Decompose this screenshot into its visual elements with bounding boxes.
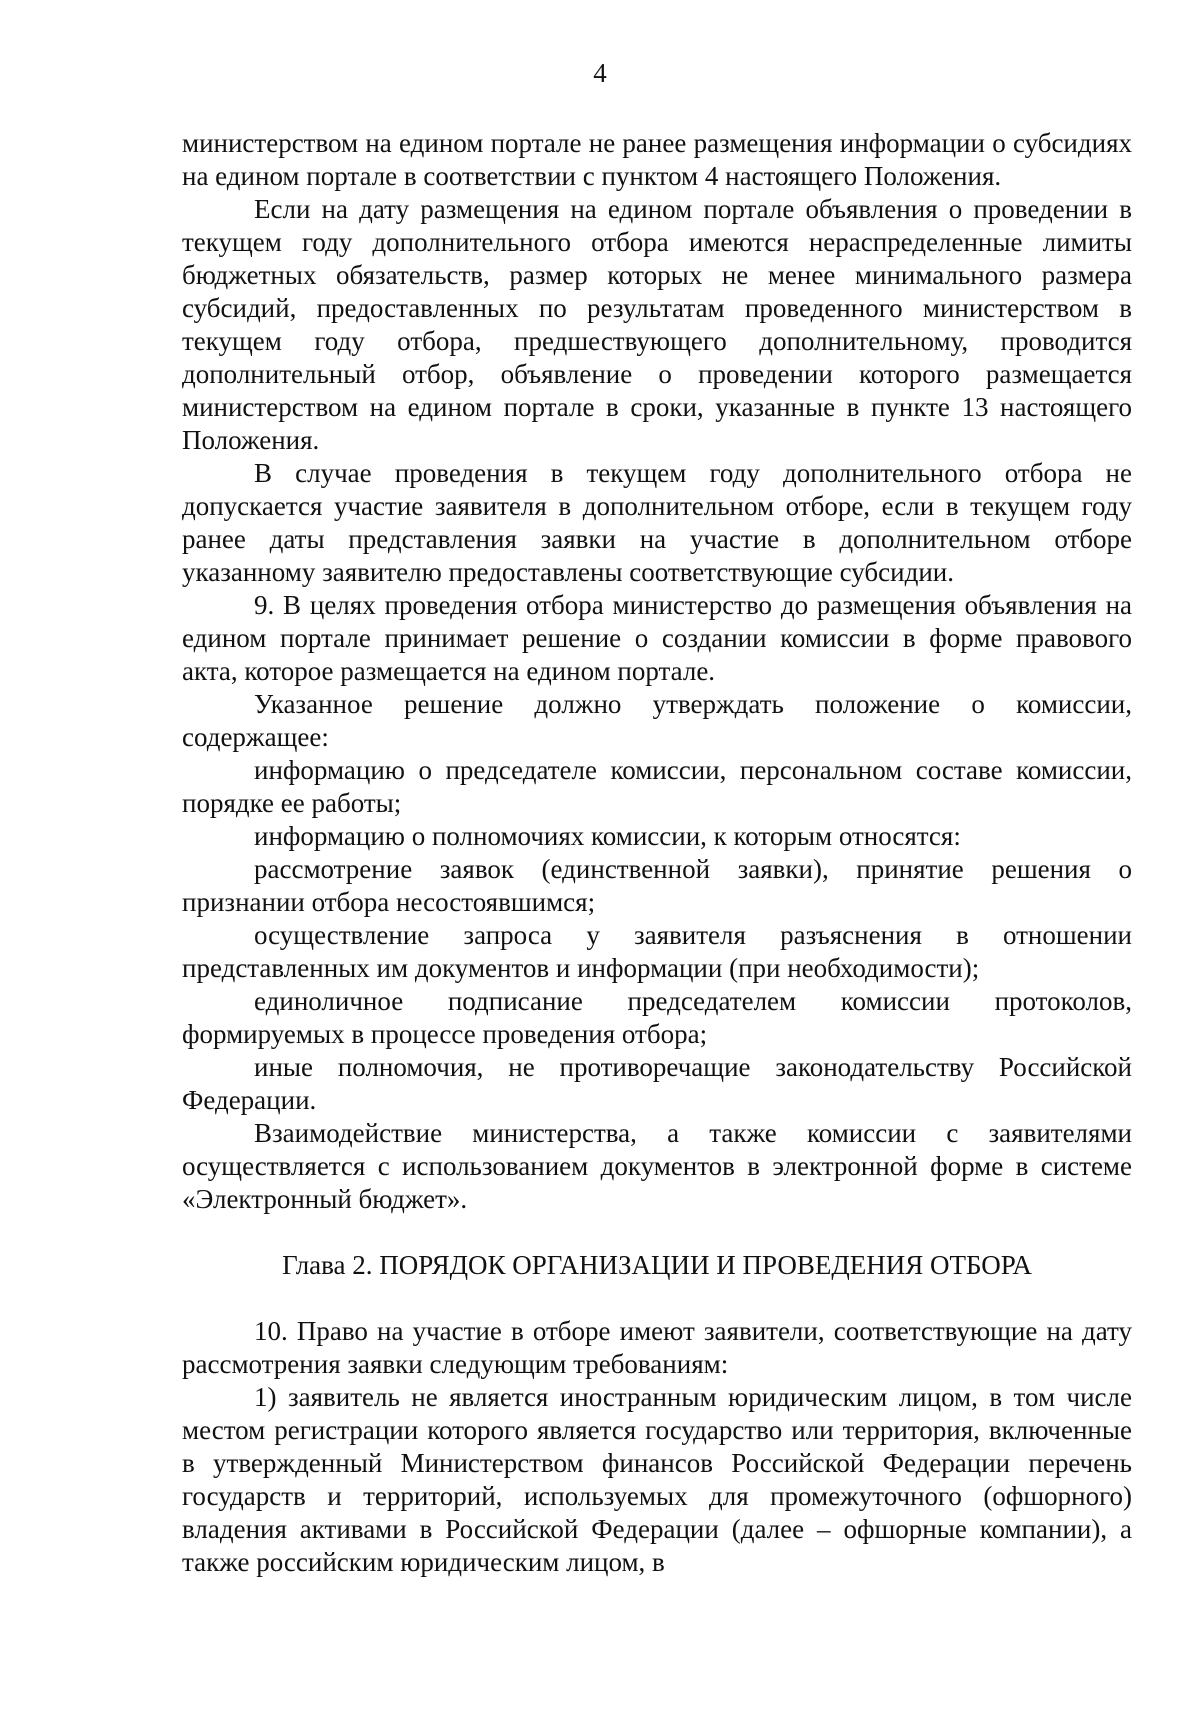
- paragraph-requirement-1: 1) заявитель не является иностранным юридическим лицом, в том числе местом регистрации которого является государство или территория, включенные в утвержденный Министерством финансов Российской Федерации перечень государств и территорий, используемых для промежуточного (офшорного) владения активами в Российской Федерации (далее – офшорные компании), а также российским юридическим лицом, в: [182, 1382, 1132, 1577]
- paragraph-other-powers: иные полномочия, не противоречащие законодательству Российской Федерации.: [182, 1052, 1132, 1115]
- paragraph-decision-content: Указанное решение должно утверждать положение о комиссии, содержащее:: [182, 689, 1132, 752]
- paragraph-additional-selection: Если на дату размещения на едином портале объявления о проведении в текущем году дополнительного отбора имеются нераспределенные лимиты бюджетных обязательств, размер которых не менее минимального размера субсидий, предоставленных по результатам проведенного министерством в текущем году отбора, предшествующего дополнительному, проводится дополнительный отбор, объявление о проведении которого размещается министерством на едином портале в сроки, указанные в пункте 13 настоящего Положения.: [182, 194, 1132, 455]
- paragraph-clarification-request: осуществление запроса у заявителя разъяснения в отношении представленных им документов и информации (при необходимости);: [182, 920, 1132, 983]
- paragraph-participation-restriction: В случае проведения в текущем году дополнительного отбора не допускается участие заявителя в дополнительном отборе, если в текущем году ранее даты представления заявки на участие в дополнительном отборе указанному заявителю предоставлены соответствующие субсидии.: [182, 458, 1132, 587]
- chapter-heading: Глава 2. ПОРЯДОК ОРГАНИЗАЦИИ И ПРОВЕДЕНИЯ ОТБОРА: [282, 1250, 1032, 1280]
- paragraph-review-applications: рассмотрение заявок (единственной заявки), принятие решения о признании отбора несостоявшимся;: [182, 854, 1132, 917]
- paragraph-item-9: 9. В целях проведения отбора министерство до размещения объявления на едином портале принимает решение о создании комиссии в форме правового акта, которое размещается на едином портале.: [182, 590, 1132, 686]
- paragraph-item-10: 10. Право на участие в отборе имеют заявители, соответствующие на дату рассмотрения заявки следующим требованиям:: [182, 1316, 1132, 1379]
- document-body: [182, 127, 1132, 1579]
- page-number: 4: [593, 58, 607, 88]
- paragraph-continuation: министерством на едином портале не ранее размещения информации о субсидиях на едином портале в соответствии с пунктом 4 настоящего Положения.: [182, 128, 1132, 191]
- paragraph-electronic-interaction: Взаимодействие министерства, а также комиссии с заявителями осуществляется с использованием документов в электронной форме в системе «Электронный бюджет».: [182, 1118, 1132, 1214]
- paragraph-powers-info: информацию о полномочиях комиссии, к которым относятся:: [254, 821, 961, 851]
- paragraph-protocol-signing: единоличное подписание председателем комиссии протоколов, формируемых в процессе проведения отбора;: [182, 986, 1132, 1049]
- paragraph-chairman-info: информацию о председателе комиссии, персональном составе комиссии, порядке ее работы;: [182, 755, 1132, 818]
